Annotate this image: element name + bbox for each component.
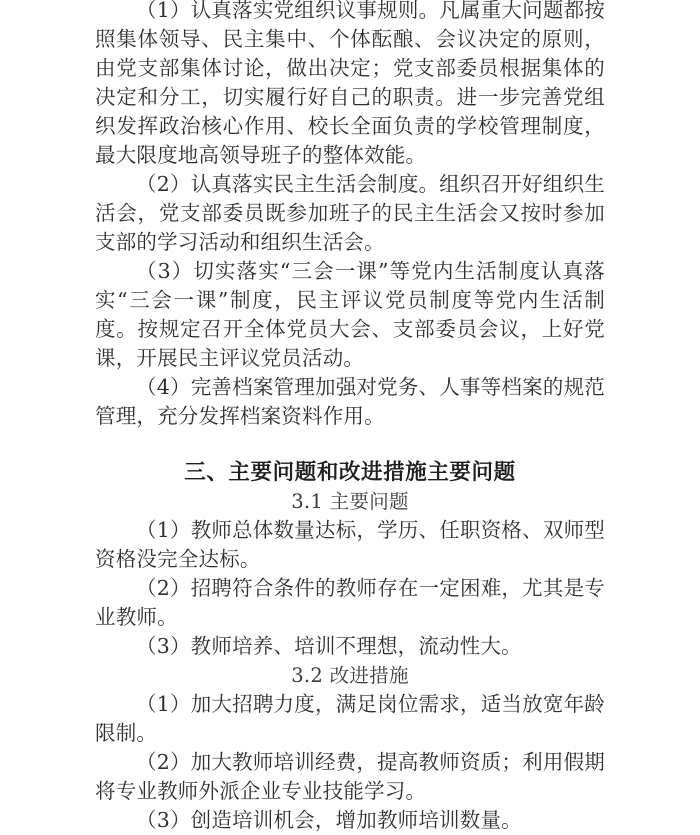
measure-item-1: （1）加大招聘力度，满足岗位需求，适当放宽年龄限制。 (95, 692, 605, 745)
paragraph-item-1: （1）认真落实党组织议事规则。凡属重大问题都按照集体领导、民主集中、个体酝酿、会议决定的原则，由党支部集体讨论，做出决定；党支部委员根据集体的决定和分工，切实履行好自己的职责。进一步完善党组织发挥政治核心作用、校长全面负责的学校管理制度，最大限度地高领导班子的整体效能。 (95, 0, 605, 167)
problem-item-3: （3）教师培养、培训不理想，流动性大。 (136, 634, 522, 658)
heading-spacer (95, 431, 605, 458)
paragraph-item-4: （4）完善档案管理加强对党务、人事等档案的规范管理，充分发挥档案资料作用。 (95, 375, 605, 428)
document-body (95, 0, 605, 835)
paragraph-item-3: （3）切实落实“三会一课”等党内生活制度认真落实“三会一课”制度，民主评议党员制度等党内生活制度。按规定召开全体党员大会、支部委员会议，上好党课，开展民主评议党员活动。 (95, 259, 605, 370)
sub-heading-3-1: 3.1 主要问题 (291, 490, 409, 513)
measure-item-3: （3）创造培训机会，增加教师培训数量。 (136, 808, 522, 832)
sub-heading-3-2: 3.2 改进措施 (291, 664, 409, 687)
section-heading-three: 三、主要问题和改进措施主要问题 (184, 460, 516, 485)
measure-item-2: （2）加大教师培训经费，提高教师资质；利用假期将专业教师外派企业专业技能学习。 (95, 750, 605, 803)
problem-item-2: （2）招聘符合条件的教师存在一定困难，尤其是专业教师。 (95, 576, 605, 629)
paragraph-item-2: （2）认真落实民主生活会制度。组织召开好组织生活会，党支部委员既参加班子的民主生活会又按时参加支部的学习活动和组织生活会。 (95, 172, 605, 254)
problem-item-1: （1）教师总体数量达标，学历、任职资格、双师型资格没完全达标。 (95, 518, 605, 571)
